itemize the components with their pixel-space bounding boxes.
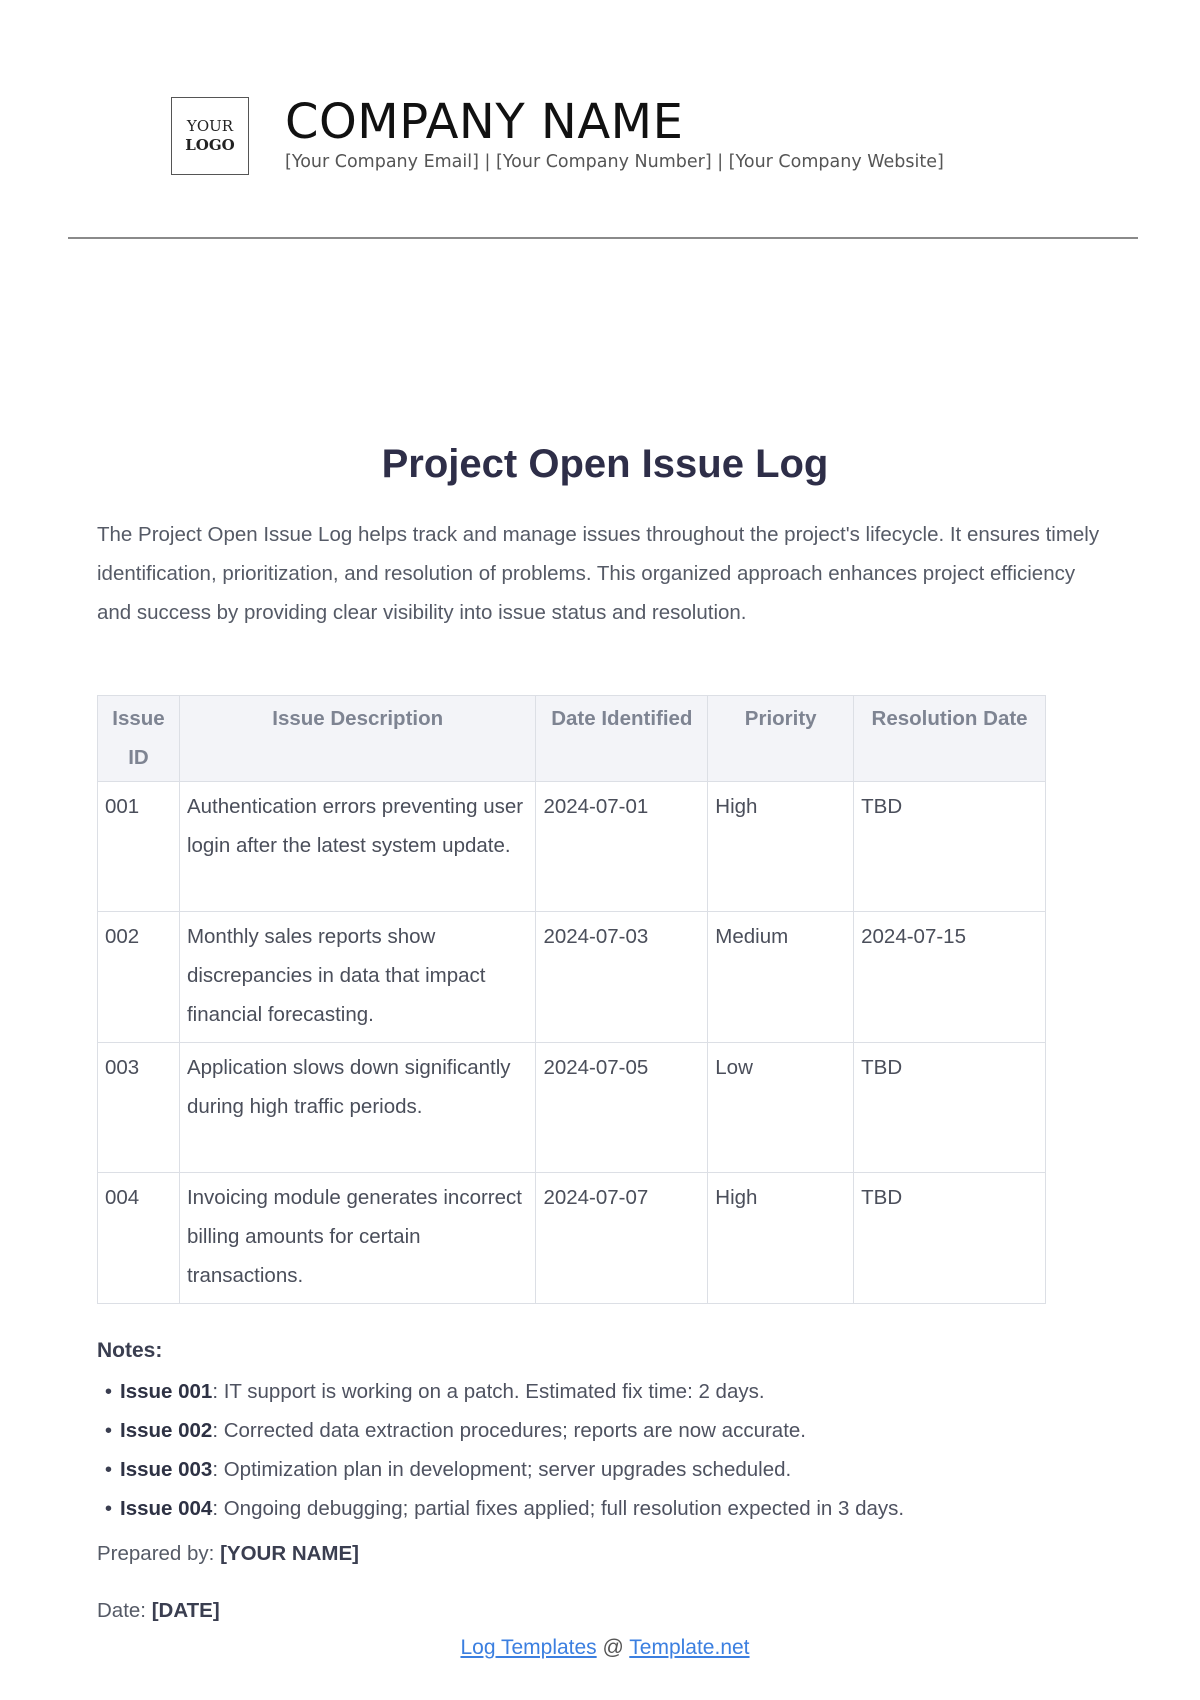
header-issue-id: Issue ID <box>98 696 180 782</box>
list-item <box>97 1489 904 1528</box>
company-name: COMPANY NAME <box>285 94 684 150</box>
notes-list <box>97 1372 904 1528</box>
header-issue-description: Issue Description <box>179 696 535 782</box>
logo-text-line2: LOGO <box>185 136 235 154</box>
cell-issue-id: 001 <box>98 782 180 912</box>
header-divider <box>68 237 1138 239</box>
bullet-icon: • <box>104 1380 113 1403</box>
header-resolution-date: Resolution Date <box>854 696 1046 782</box>
note-text: : Corrected data extraction procedures; reports are now accurate. <box>212 1419 806 1442</box>
document-header <box>171 94 944 175</box>
list-item <box>97 1372 904 1411</box>
logo-text-line1: YOUR <box>186 117 234 135</box>
cell-description: Monthly sales reports show discrepancies in data that impact financial forecasting. <box>179 912 535 1043</box>
prepared-by-value: [YOUR NAME] <box>220 1542 360 1565</box>
header-date-identified: Date Identified <box>536 696 708 782</box>
table-row <box>98 912 1046 1043</box>
template-net-link[interactable]: Template.net <box>629 1636 750 1659</box>
note-label: Issue 003 <box>120 1458 213 1481</box>
cell-resolution-date: TBD <box>854 1043 1046 1173</box>
note-text: : Ongoing debugging; partial fixes applied; full resolution expected in 3 days. <box>212 1497 905 1520</box>
prepared-by-label: Prepared by: <box>97 1542 221 1565</box>
header-priority: Priority <box>708 696 854 782</box>
note-text: : Optimization plan in development; server upgrades scheduled. <box>212 1458 792 1481</box>
list-item <box>97 1411 904 1450</box>
cell-priority: High <box>708 782 854 912</box>
cell-date-identified: 2024-07-03 <box>536 912 708 1043</box>
bullet-icon: • <box>104 1497 113 1520</box>
footer-separator: @ <box>596 1636 630 1659</box>
cell-date-identified: 2024-07-01 <box>536 782 708 912</box>
note-label: Issue 002 <box>120 1419 213 1442</box>
list-item <box>97 1450 904 1489</box>
cell-description: Invoicing module generates incorrect billing amounts for certain transactions. <box>179 1173 535 1304</box>
cell-date-identified: 2024-07-05 <box>536 1043 708 1173</box>
cell-priority: Medium <box>708 912 854 1043</box>
table-row <box>98 782 1046 912</box>
page-title: Project Open Issue Log <box>381 442 829 486</box>
table-row <box>98 1043 1046 1173</box>
prepared-by <box>97 1542 359 1566</box>
bullet-icon: • <box>104 1419 113 1442</box>
date-value: [DATE] <box>151 1599 220 1622</box>
cell-issue-id: 004 <box>98 1173 180 1304</box>
company-info <box>285 94 944 172</box>
footer <box>0 1636 1200 1660</box>
cell-resolution-date: TBD <box>854 1173 1046 1304</box>
note-label: Issue 004 <box>120 1497 213 1520</box>
date-line <box>97 1599 220 1623</box>
note-label: Issue 001 <box>120 1380 213 1403</box>
company-contact: [Your Company Email] | [Your Company Number] | [Your Company Website] <box>285 152 944 172</box>
cell-priority: Low <box>708 1043 854 1173</box>
bullet-icon: • <box>104 1458 113 1481</box>
notes-heading: Notes: <box>97 1339 163 1362</box>
company-logo <box>171 97 249 175</box>
issue-table <box>97 695 1046 1304</box>
cell-date-identified: 2024-07-07 <box>536 1173 708 1304</box>
cell-priority: High <box>708 1173 854 1304</box>
cell-issue-id: 002 <box>98 912 180 1043</box>
cell-resolution-date: TBD <box>854 782 1046 912</box>
date-label: Date: <box>97 1599 152 1622</box>
cell-description: Application slows down significantly during high traffic periods. <box>179 1043 535 1173</box>
table-row <box>98 1173 1046 1304</box>
cell-description: Authentication errors preventing user login after the latest system update. <box>179 782 535 912</box>
note-text: : IT support is working on a patch. Estimated fix time: 2 days. <box>212 1380 765 1403</box>
cell-resolution-date: 2024-07-15 <box>854 912 1046 1043</box>
cell-issue-id: 003 <box>98 1043 180 1173</box>
table-header-row <box>98 696 1046 782</box>
log-templates-link[interactable]: Log Templates <box>460 1636 597 1659</box>
intro-paragraph: The Project Open Issue Log helps track and manage issues throughout the project's lifecycle. It ensures timely identification, prioritization, and resolution of problems. This organized approach enhances project efficiency and success by providing clear visibility into issue status and resolution. <box>97 523 1100 624</box>
